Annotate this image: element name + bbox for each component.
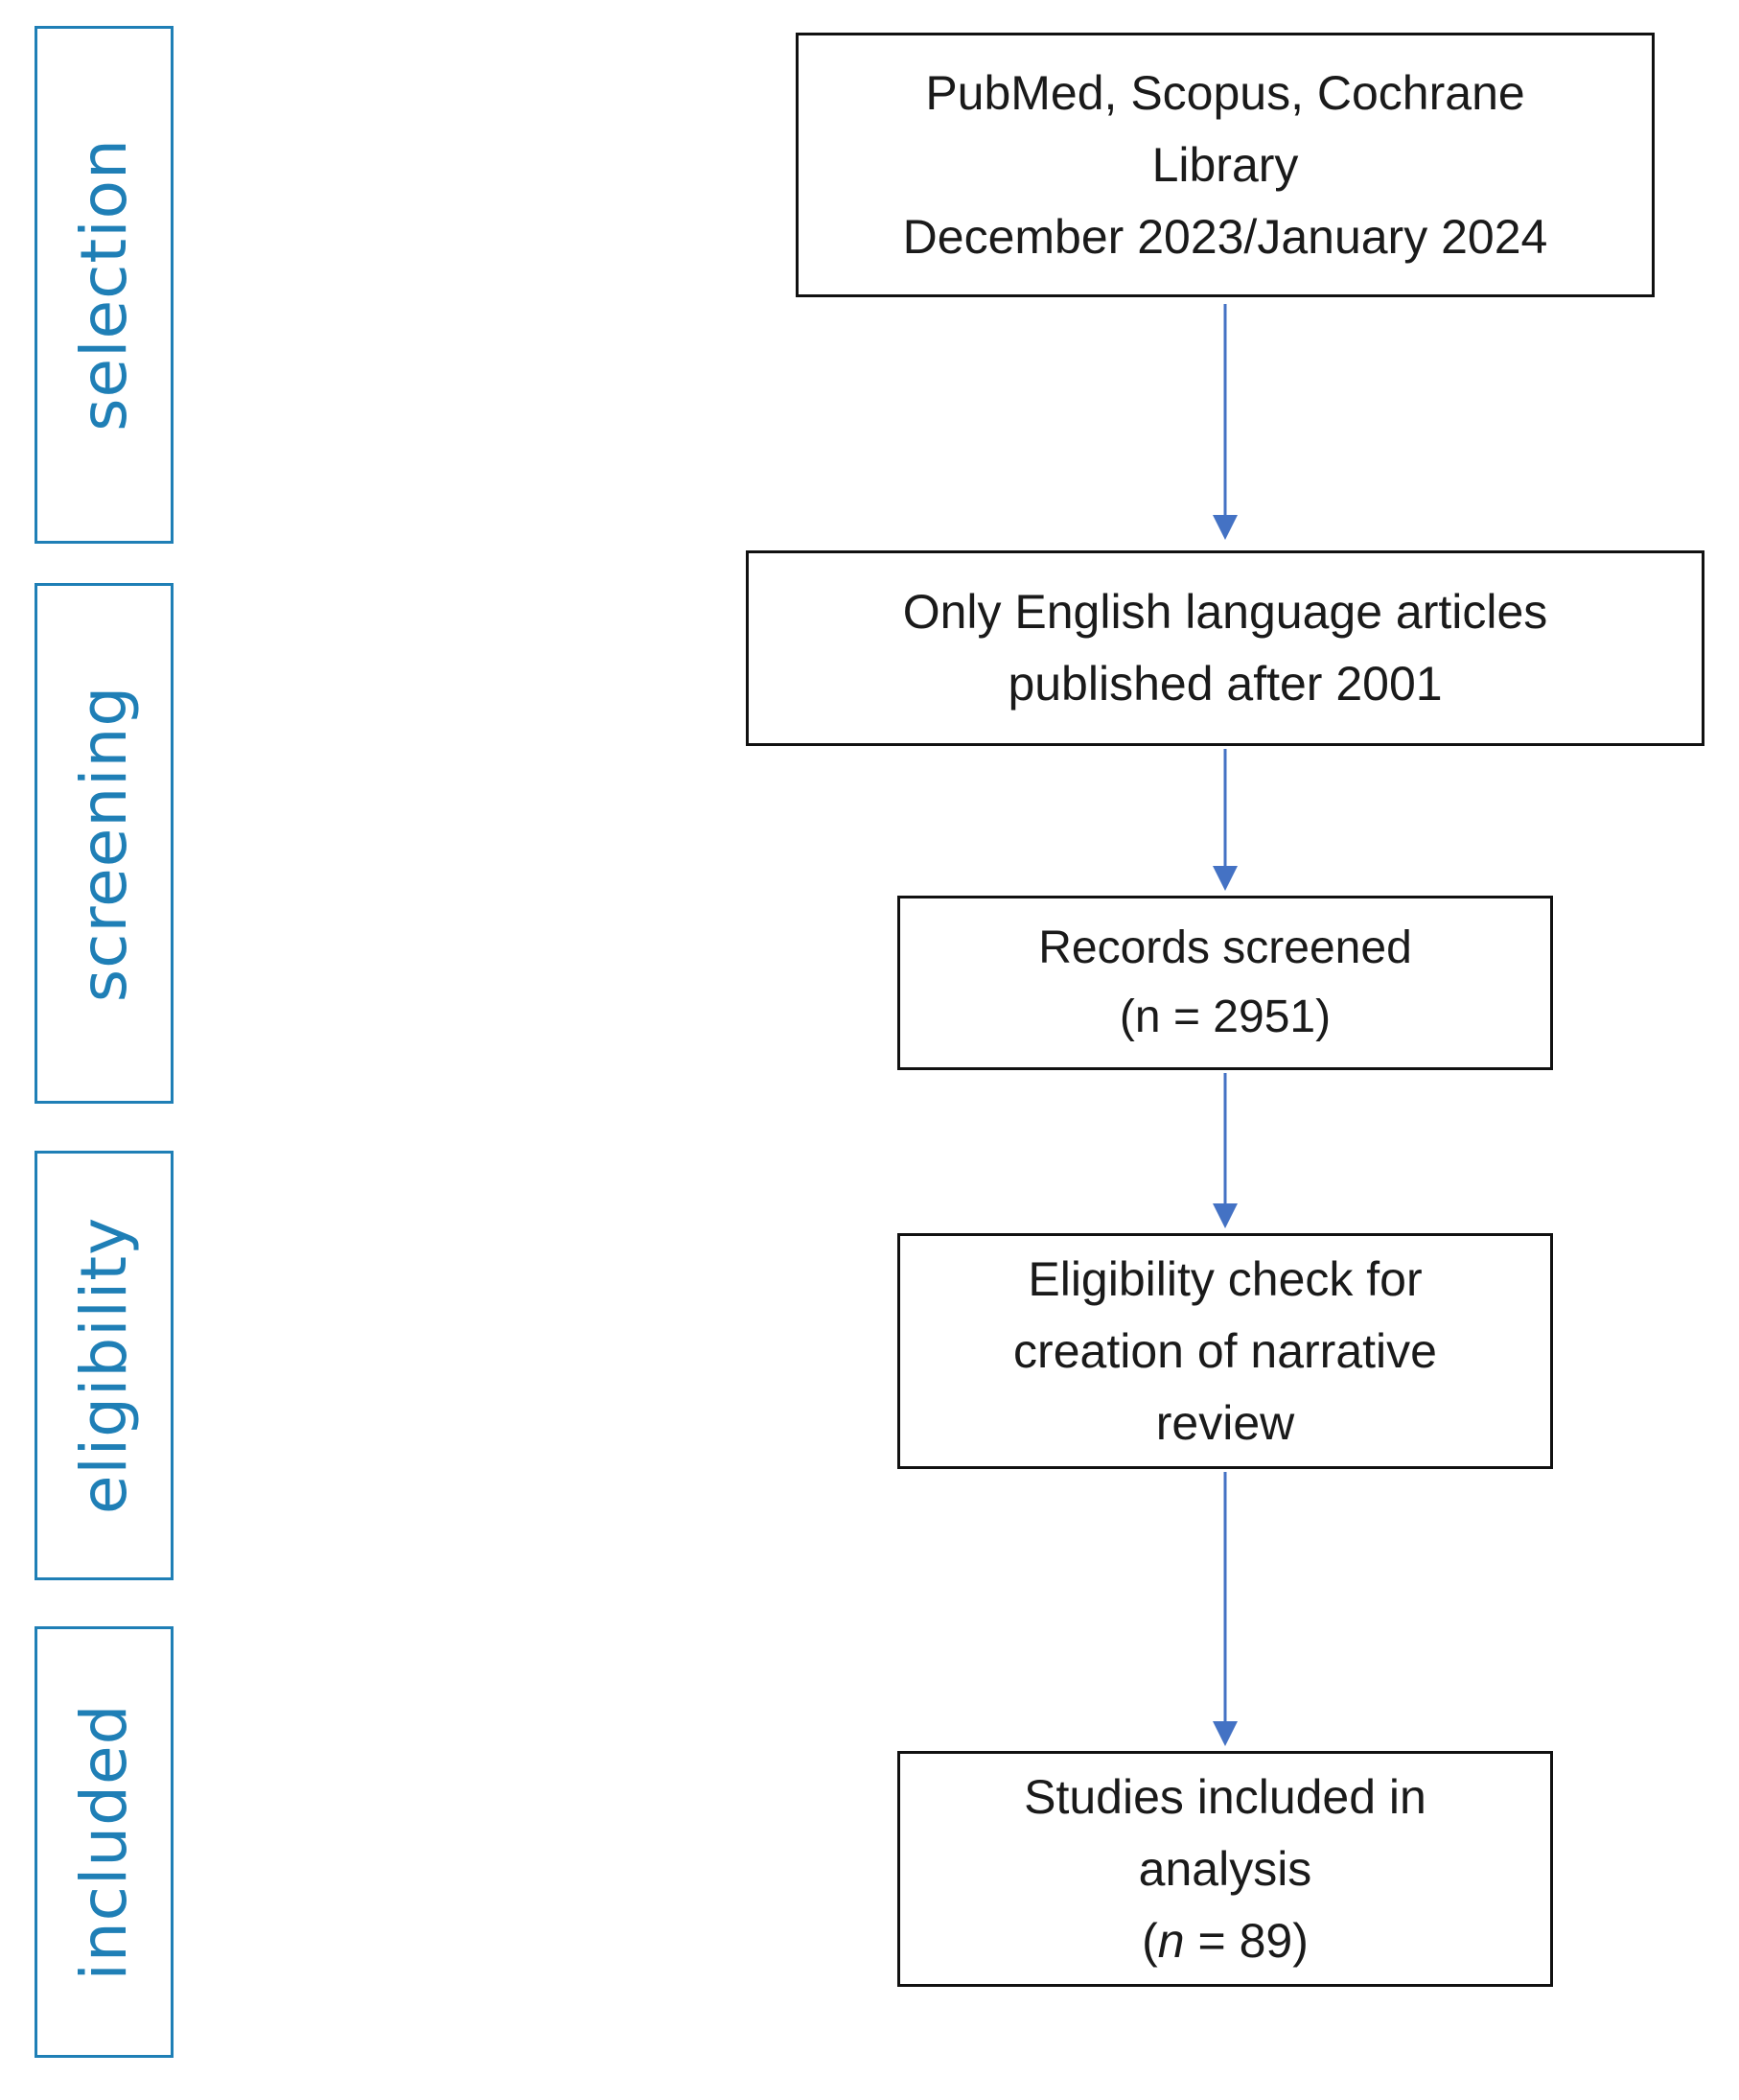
arrow-4-head: [1213, 1721, 1238, 1746]
included-line-3-rest: = 89): [1184, 1913, 1309, 1968]
databases-line-2: Library: [1151, 137, 1299, 192]
screened-line-2: (n = 2951): [1119, 992, 1332, 1042]
stage-screening-label: screening: [66, 685, 141, 1002]
arrow-2-head: [1213, 866, 1238, 891]
stage-included-label: included: [66, 1703, 141, 1981]
stage-eligibility-label: eligibility: [66, 1216, 141, 1515]
arrow-3-head: [1213, 1203, 1238, 1228]
included-line-1: Studies included in: [1024, 1769, 1426, 1824]
included-line-3-n: n: [1157, 1913, 1185, 1968]
language-filter-box: [746, 550, 1704, 746]
eligibility-line-2: creation of narrative: [1013, 1323, 1437, 1378]
databases-line-1: PubMed, Scopus, Cochrane: [925, 65, 1525, 120]
databases-line-3: December 2023/January 2024: [902, 209, 1548, 264]
eligibility-check-box: [897, 1233, 1553, 1469]
included-line-2: analysis: [1138, 1841, 1312, 1896]
language-line-2: published after 2001: [1008, 657, 1443, 711]
arrow-1-head: [1213, 515, 1238, 540]
language-line-1: Only English language articles: [902, 585, 1548, 639]
studies-included-box: [897, 1751, 1553, 1987]
databases-box: [796, 33, 1655, 297]
stage-eligibility: [35, 1151, 174, 1580]
screened-line-1: Records screened: [1038, 922, 1412, 973]
stage-selection: [35, 26, 174, 544]
stage-selection-label: selection: [66, 138, 141, 432]
stage-screening: [35, 583, 174, 1104]
eligibility-line-3: review: [1155, 1395, 1295, 1450]
included-line-3: [1142, 1905, 1309, 1977]
stage-included: [35, 1626, 174, 2058]
records-screened-box: [897, 896, 1553, 1070]
eligibility-line-1: Eligibility check for: [1028, 1251, 1423, 1306]
included-line-3-open: (: [1142, 1913, 1158, 1968]
